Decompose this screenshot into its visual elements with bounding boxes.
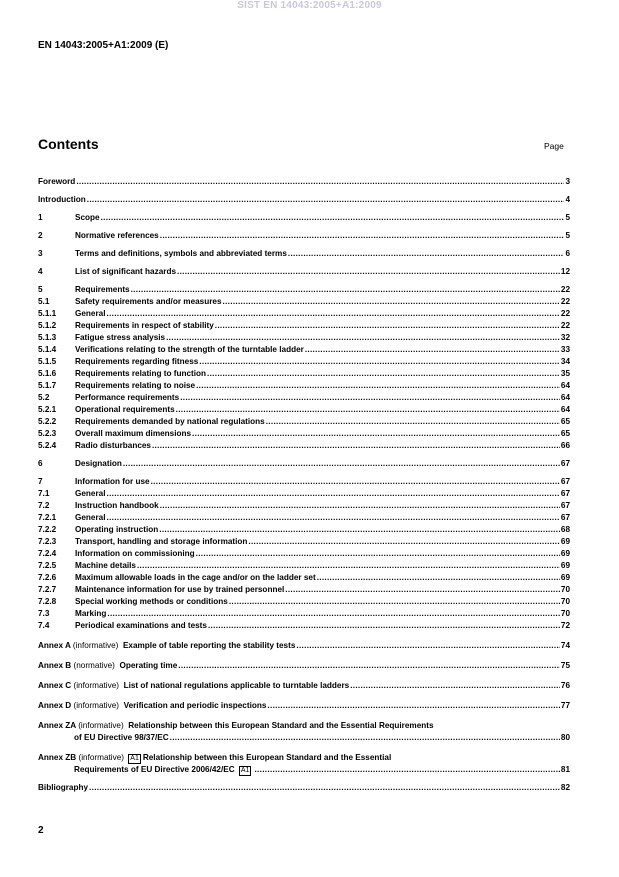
toc-title: Terms and definitions, symbols and abbreviated terms [75, 249, 287, 258]
annex-title: Relationship between this European Standard and the Essential Requirements [128, 721, 434, 730]
toc-page: 81 [560, 765, 570, 774]
table-of-contents [38, 176, 570, 794]
toc-title [38, 720, 570, 732]
toc-number: 7.2.8 [38, 597, 57, 606]
toc-title: Operating instruction [75, 525, 159, 534]
toc-page: 22 [560, 285, 570, 294]
toc-title: Requirements relating to function [75, 369, 207, 378]
annex-title: List of national regulations applicable to turntable ladders [123, 681, 350, 690]
leader-dots [229, 596, 560, 608]
toc-number: 7.2 [38, 501, 50, 510]
annex-type: (informative) [73, 701, 119, 710]
toc-page: 64 [560, 393, 570, 402]
toc-number: 6 [38, 459, 43, 468]
toc-title: Maintenance information for use by trained personnel [75, 585, 285, 594]
toc-page: 69 [560, 537, 570, 546]
toc-title: List of significant hazards [75, 267, 176, 276]
toc-title: Marking [75, 609, 107, 618]
leader-dots [196, 380, 560, 392]
toc-title: General [75, 513, 106, 522]
leader-dots [89, 782, 560, 794]
toc-number: 7.2.3 [38, 537, 57, 546]
toc-entry-1[interactable] [38, 212, 570, 224]
page-number: 2 [38, 825, 44, 836]
annex-label: Annex ZB [38, 753, 77, 762]
leader-dots [160, 230, 565, 242]
leader-dots [107, 308, 560, 320]
toc-title: Safety requirements and/or measures [75, 297, 222, 306]
toc-title: Radio disturbances [75, 441, 151, 450]
toc-entry-7-2[interactable] [38, 500, 570, 512]
toc-entry-7-3[interactable] [38, 608, 570, 620]
toc-page: 70 [560, 597, 570, 606]
toc-page: 80 [560, 733, 570, 742]
toc-page: 3 [565, 177, 570, 186]
toc-page: 69 [560, 561, 570, 570]
leader-dots [137, 560, 560, 572]
toc-page: 6 [565, 249, 570, 258]
toc-title: General [75, 489, 106, 498]
toc-title [38, 752, 570, 764]
toc-page: 65 [560, 429, 570, 438]
toc-number: 5.1.3 [38, 333, 57, 342]
leader-dots [196, 548, 560, 560]
toc-title: Bibliography [38, 783, 89, 792]
annex-type: (normative) [73, 661, 115, 670]
leader-dots [101, 212, 565, 224]
toc-entry-7-2-6[interactable] [38, 572, 570, 584]
toc-title: Foreword [38, 177, 76, 186]
toc-entry-7-2-7[interactable] [38, 584, 570, 596]
toc-title: Periodical examinations and tests [75, 621, 207, 630]
toc-page: 12 [560, 267, 570, 276]
leader-dots [76, 176, 564, 188]
toc-title: Instruction handbook [75, 501, 159, 510]
toc-entry-5-1-1[interactable] [38, 308, 570, 320]
toc-entry-7-2-8[interactable] [38, 596, 570, 608]
toc-page: 67 [560, 489, 570, 498]
toc-entry-7-2-2[interactable] [38, 524, 570, 536]
toc-entry-7-2-1[interactable] [38, 512, 570, 524]
toc-entry-5-2-1[interactable] [38, 404, 570, 416]
toc-page: 67 [560, 501, 570, 510]
leader-dots [288, 248, 565, 260]
toc-number: 7 [38, 477, 43, 486]
annex-label: Annex C [38, 681, 72, 690]
toc-page: 72 [560, 621, 570, 630]
toc-entry-7-2-5[interactable] [38, 560, 570, 572]
amendment-start-icon: A1 [130, 755, 139, 762]
toc-entry-2[interactable] [38, 230, 570, 242]
toc-number: 5.1.2 [38, 321, 57, 330]
annex-title-cont: Requirements of EU Directive 2006/42/EC [74, 765, 235, 774]
toc-page: 77 [560, 701, 570, 710]
toc-entry-5-2-3[interactable] [38, 428, 570, 440]
toc-page: 33 [560, 345, 570, 354]
toc-entry-bibliography[interactable] [38, 782, 570, 794]
toc-title: of EU Directive 98/37/EC [74, 733, 169, 742]
leader-dots [296, 640, 560, 652]
toc-page: 76 [560, 681, 570, 690]
toc-title: Requirements in respect of stability [75, 321, 214, 330]
annex-label: Annex A [38, 641, 71, 650]
toc-entry-annex-zb[interactable] [38, 752, 570, 764]
toc-number: 4 [38, 267, 43, 276]
leader-dots [305, 344, 560, 356]
annex-title: Relationship between this European Standard and the Essential [142, 753, 392, 762]
toc-entry-7-4[interactable] [38, 620, 570, 632]
toc-page: 74 [560, 641, 570, 650]
toc-page: 22 [560, 309, 570, 318]
toc-title: Normative references [75, 231, 159, 240]
toc-page: 70 [560, 609, 570, 618]
toc-number: 5.2.3 [38, 429, 57, 438]
toc-entry-5-1-5[interactable] [38, 356, 570, 368]
toc-title: Scope [75, 213, 100, 222]
toc-entry-7[interactable] [38, 476, 570, 488]
toc-entry-5-1-2[interactable] [38, 320, 570, 332]
annex-type: (informative) [78, 753, 124, 762]
toc-page: 22 [560, 321, 570, 330]
annex-label: Annex ZA [38, 721, 76, 730]
toc-page: 67 [560, 477, 570, 486]
toc-title: Performance requirements [75, 393, 180, 402]
toc-entry-annex-za[interactable] [38, 720, 570, 732]
toc-page: 82 [560, 783, 570, 792]
toc-title: Maximum allowable loads in the cage and/or on the ladder set [75, 573, 316, 582]
toc-title: Verifications relating to the strength of the turntable ladder [75, 345, 304, 354]
toc-number: 1 [38, 213, 43, 222]
toc-page: 64 [560, 405, 570, 414]
toc-page: 64 [560, 381, 570, 390]
toc-page: 4 [565, 195, 570, 204]
toc-number: 7.4 [38, 621, 50, 630]
leader-dots [177, 266, 560, 278]
toc-entry-annex-a[interactable] [38, 640, 570, 652]
document-id: EN 14043:2005+A1:2009 (E) [38, 40, 169, 51]
toc-entry-6[interactable] [38, 458, 570, 470]
annex-type: (informative) [78, 721, 124, 730]
toc-number: 7.2.1 [38, 513, 57, 522]
toc-page: 5 [565, 213, 570, 222]
toc-entry-5-1-4[interactable] [38, 344, 570, 356]
leader-dots [208, 620, 560, 632]
leader-dots [170, 732, 560, 744]
toc-entry-5-2[interactable] [38, 392, 570, 404]
toc-entry-annex-b[interactable] [38, 660, 570, 672]
page-title: Contents [38, 136, 99, 152]
toc-title: Fatigue stress analysis [75, 333, 166, 342]
leader-dots [107, 512, 560, 524]
toc-number: 5.1.4 [38, 345, 57, 354]
annex-type: (informative) [73, 681, 119, 690]
leader-dots [151, 476, 560, 488]
toc-number: 3 [38, 249, 43, 258]
toc-title [38, 700, 266, 712]
toc-entry-5-1[interactable] [38, 296, 570, 308]
toc-title: Overall maximum dimensions [75, 429, 192, 438]
leader-dots [350, 680, 560, 692]
toc-entry-7-2-3[interactable] [38, 536, 570, 548]
leader-dots [166, 332, 560, 344]
leader-dots [192, 428, 560, 440]
toc-number: 7.3 [38, 609, 50, 618]
toc-entry-5[interactable] [38, 284, 570, 296]
annex-label: Annex B [38, 661, 72, 670]
toc-entry-foreword[interactable] [38, 176, 570, 188]
leader-dots [107, 488, 560, 500]
leader-dots [285, 584, 560, 596]
toc-number: 5.2.2 [38, 417, 57, 426]
toc-title: Requirements regarding fitness [75, 357, 199, 366]
toc-number: 5.1.5 [38, 357, 57, 366]
toc-entry-4[interactable] [38, 266, 570, 278]
toc-page: 35 [560, 369, 570, 378]
toc-page: 70 [560, 585, 570, 594]
toc-title [38, 680, 349, 692]
leader-dots [176, 404, 560, 416]
toc-page: 66 [560, 441, 570, 450]
leader-dots [199, 356, 560, 368]
leader-dots [180, 392, 560, 404]
leader-dots [267, 700, 559, 712]
toc-entry-5-1-6[interactable] [38, 368, 570, 380]
toc-entry-annex-zb-cont[interactable] [38, 764, 570, 776]
leader-dots [248, 536, 559, 548]
toc-number: 5.1.1 [38, 309, 57, 318]
toc-number: 7.2.5 [38, 561, 57, 570]
toc-page: 67 [560, 513, 570, 522]
toc-number: 2 [38, 231, 43, 240]
toc-number: 5.2.4 [38, 441, 57, 450]
annex-type: (informative) [72, 641, 119, 650]
leader-dots [266, 416, 560, 428]
toc-number: 5.2.1 [38, 405, 57, 414]
annex-title: Example of table reporting the stability tests [122, 641, 296, 650]
toc-number: 7.2.4 [38, 549, 57, 558]
toc-page: 34 [560, 357, 570, 366]
toc-number: 5.1.6 [38, 369, 57, 378]
annex-label: Annex D [38, 701, 72, 710]
leader-dots [87, 194, 565, 206]
leader-dots [160, 500, 560, 512]
toc-title: Operational requirements [75, 405, 175, 414]
toc-entry-5-1-3[interactable] [38, 332, 570, 344]
leader-dots [131, 284, 560, 296]
leader-dots [107, 608, 559, 620]
page-column-label: Page [544, 141, 564, 151]
toc-entry-5-1-7[interactable] [38, 380, 570, 392]
toc-number: 5.1.7 [38, 381, 57, 390]
toc-title [74, 764, 253, 776]
annex-title: Verification and periodic inspections [123, 701, 267, 710]
toc-page: 75 [560, 661, 570, 670]
toc-page: 65 [560, 417, 570, 426]
toc-page: 22 [560, 297, 570, 306]
toc-page: 69 [560, 573, 570, 582]
amendment-end-icon: A1 [240, 767, 250, 774]
toc-entry-annex-d[interactable] [38, 700, 570, 712]
toc-entry-introduction[interactable] [38, 194, 570, 206]
leader-dots [207, 368, 560, 380]
toc-title: Information on commissioning [75, 549, 195, 558]
toc-title [38, 660, 177, 672]
toc-page: 5 [565, 231, 570, 240]
leader-dots [215, 320, 560, 332]
watermark: SIST EN 14043:2005+A1:2009 [237, 0, 382, 11]
toc-number: 5.2 [38, 393, 50, 402]
toc-number: 7.2.6 [38, 573, 57, 582]
toc-title [38, 640, 295, 652]
toc-number: 7.1 [38, 489, 50, 498]
toc-number: 7.2.2 [38, 525, 57, 534]
toc-entry-annex-za-cont[interactable] [38, 732, 570, 744]
toc-title: Special working methods or conditions [75, 597, 228, 606]
toc-number: 5 [38, 285, 43, 294]
leader-dots [152, 440, 560, 452]
toc-entry-5-2-2[interactable] [38, 416, 570, 428]
toc-page: 32 [560, 333, 570, 342]
toc-entry-annex-c[interactable] [38, 680, 570, 692]
toc-entry-7-1[interactable] [38, 488, 570, 500]
toc-title: Requirements demanded by national regulations [75, 417, 265, 426]
leader-dots [223, 296, 560, 308]
toc-page: 67 [560, 459, 570, 468]
leader-dots [178, 660, 560, 672]
leader-dots [159, 524, 560, 536]
toc-page: 69 [560, 549, 570, 558]
annex-title: Operating time [119, 661, 178, 670]
toc-entry-7-2-4[interactable] [38, 548, 570, 560]
toc-title: Introduction [38, 195, 86, 204]
toc-title: Requirements relating to noise [75, 381, 196, 390]
toc-entry-3[interactable] [38, 248, 570, 260]
toc-entry-5-2-4[interactable] [38, 440, 570, 452]
toc-title: Transport, handling and storage information [75, 537, 248, 546]
leader-dots [123, 458, 560, 470]
toc-title: Designation [75, 459, 122, 468]
leader-dots [317, 572, 560, 584]
toc-page: 68 [560, 525, 570, 534]
toc-title: Requirements [75, 285, 130, 294]
leader-dots [254, 764, 559, 776]
toc-title: General [75, 309, 106, 318]
toc-title: Machine details [75, 561, 136, 570]
toc-title: Information for use [75, 477, 150, 486]
toc-number: 7.2.7 [38, 585, 57, 594]
toc-number: 5.1 [38, 297, 50, 306]
